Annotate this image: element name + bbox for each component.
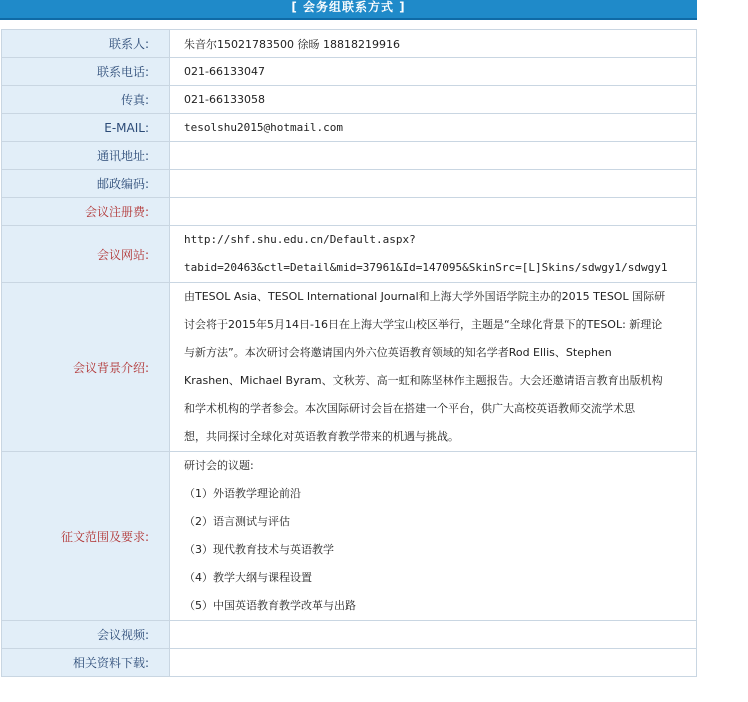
scope-line: （3）现代教育技术与英语教学 (184, 543, 334, 556)
fax-label: 传真: (2, 86, 170, 114)
table-row (2, 452, 697, 621)
scope-line: （2）语言测试与评估 (184, 515, 290, 528)
scope-value (170, 452, 697, 621)
fax-value: 021-66133058 (170, 86, 697, 114)
website-label: 会议网站: (2, 226, 170, 283)
video-label: 会议视频: (2, 621, 170, 649)
website-link-line-1[interactable]: http://shf.shu.edu.cn/Default.aspx? (184, 233, 416, 246)
email-value: tesolshu2015@hotmail.com (170, 114, 697, 142)
postcode-label: 邮政编码: (2, 170, 170, 198)
table-row (2, 86, 697, 114)
phone-label: 联系电话: (2, 58, 170, 86)
scope-line: （5）中国英语教育教学改革与出路 (184, 599, 356, 612)
table-row (2, 226, 697, 283)
background-line: 想，共同探讨全球化对英语教育教学带来的机遇与挑战。 (184, 430, 459, 443)
background-line: 和学术机构的学者参会。本次国际研讨会旨在搭建一个平台，供广大高校英语教师交流学术思 (184, 402, 635, 415)
website-value[interactable] (170, 226, 697, 283)
background-line: 与新方法”。本次研讨会将邀请国内外六位英语教育领域的知名学者Rod Ellis、Stephen (184, 346, 612, 359)
table-row (2, 283, 697, 452)
background-label: 会议背景介绍: (2, 283, 170, 452)
contact-value: 朱音尔15021783500 徐旸 18818219916 (170, 30, 697, 58)
background-line: Krashen、Michael Byram、文秋芳、高一虹和陈坚林作主题报告。大会还邀请语言教育出版机构 (184, 374, 663, 387)
postcode-value (170, 170, 697, 198)
scope-line: （4）教学大纲与课程设置 (184, 571, 312, 584)
address-value (170, 142, 697, 170)
scope-line: （1）外语教学理论前沿 (184, 487, 301, 500)
downloads-label: 相关资料下载: (2, 649, 170, 677)
table-row (2, 114, 697, 142)
email-label: E-MAIL: (2, 114, 170, 142)
table-row (2, 142, 697, 170)
section-title: [ 会务组联系方式 ] (291, 0, 406, 14)
table-row (2, 58, 697, 86)
contact-info-table (1, 29, 697, 677)
address-label: 通讯地址: (2, 142, 170, 170)
table-row (2, 649, 697, 677)
table-row (2, 198, 697, 226)
website-link-line-2[interactable]: tabid=20463&ctl=Detail&mid=37961&Id=147095&SkinSrc=[L]Skins/sdwgy1/sdwgy1 (184, 261, 668, 274)
table-row (2, 621, 697, 649)
fee-label: 会议注册费: (2, 198, 170, 226)
scope-line: 研讨会的议题: (184, 459, 254, 472)
table-row (2, 170, 697, 198)
background-value (170, 283, 697, 452)
downloads-value (170, 649, 697, 677)
contact-label: 联系人: (2, 30, 170, 58)
video-value (170, 621, 697, 649)
background-line: 由TESOL Asia、TESOL International Journal和上海大学外国语学院主办的2015 TESOL 国际研 (184, 290, 666, 303)
phone-value: 021-66133047 (170, 58, 697, 86)
table-row (2, 30, 697, 58)
background-line: 讨会将于2015年5月14日-16日在上海大学宝山校区举行，主题是“全球化背景下的TESOL: 新理论 (184, 318, 663, 331)
scope-label: 征文范围及要求: (2, 452, 170, 621)
fee-value (170, 198, 697, 226)
section-header (0, 0, 697, 20)
